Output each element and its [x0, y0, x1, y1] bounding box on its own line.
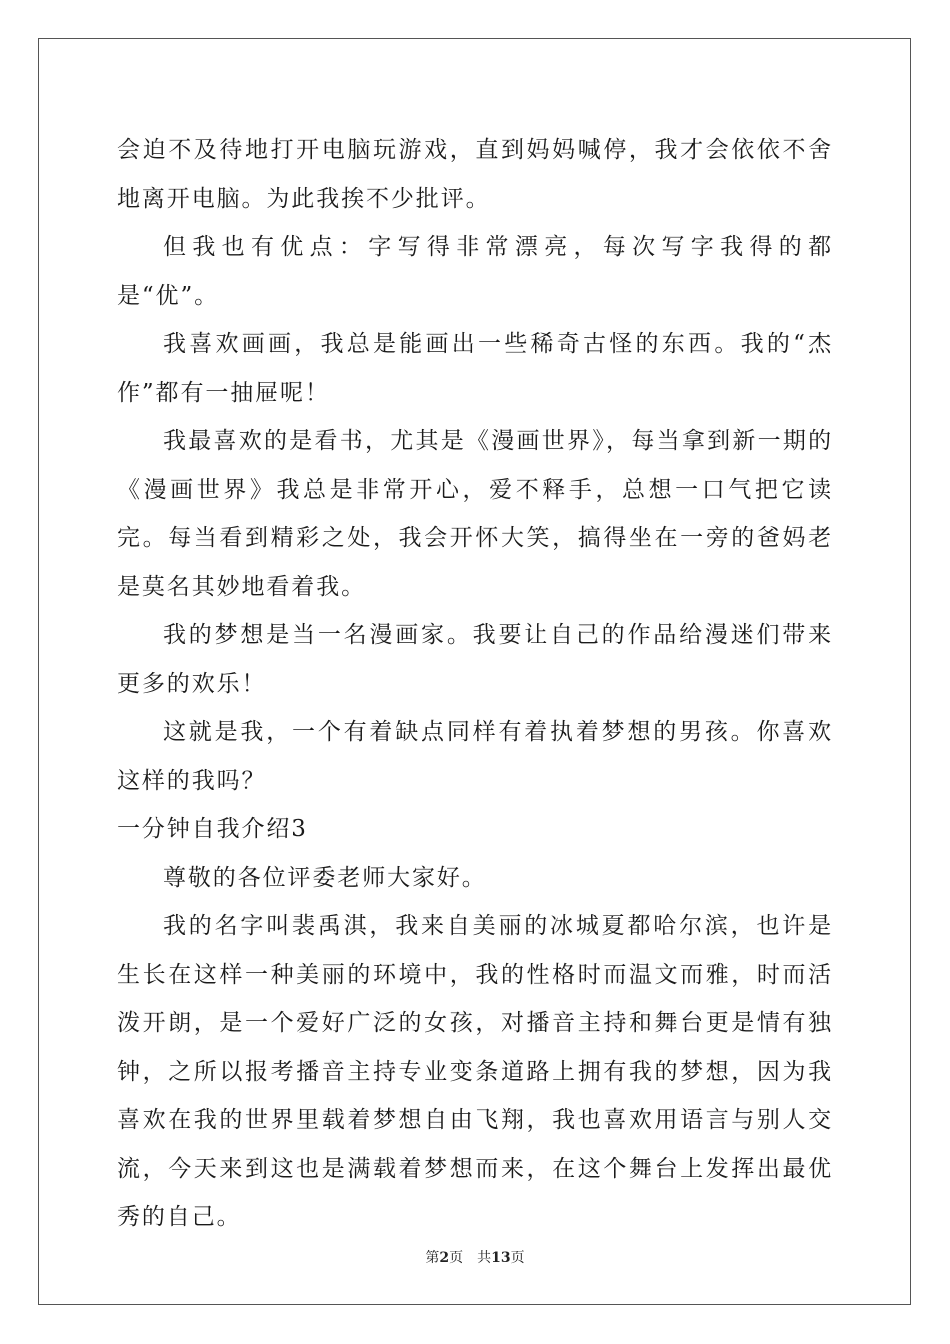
paragraph: 我的梦想是当一名漫画家。我要让自己的作品给漫迷们带来更多的欢乐！ — [117, 622, 833, 697]
page-number: 2 — [439, 1250, 450, 1266]
paragraph: 尊敬的各位评委老师大家好。 — [163, 864, 487, 891]
paragraph: 我的名字叫裴禹淇，我来自美丽的冰城夏都哈尔滨，也许是生长在这样一种美丽的环境中，我的性格时而温文而雅，时而活泼开朗，是一个爱好广泛的女孩，对播音主持和舞台更是情有独钟，之所以报考播音主持专业变条道路上拥有我的梦想，因为我喜欢在我的世界里载着梦想自由飞翔，我也喜欢用语言与别人交流，今天来到这也是满载着梦想而来，在这个舞台上发挥出最优秀的自己。 — [117, 913, 833, 1230]
document-body — [117, 126, 833, 1242]
page-suffix: 页 — [449, 1250, 464, 1266]
page-footer — [0, 1247, 950, 1267]
paragraph: 会迫不及待地打开电脑玩游戏，直到妈妈喊停，我才会依依不舍地离开电脑。为此我挨不少批评。 — [117, 137, 833, 212]
total-prefix: 共 — [477, 1250, 492, 1266]
paragraph: 我喜欢画画，我总是能画出一些稀奇古怪的东西。我的“杰作”都有一抽屉呢！ — [117, 331, 833, 406]
paragraph: 我最喜欢的是看书，尤其是《漫画世界》，每当拿到新一期的《漫画世界》我总是非常开心，爱不释手，总想一口气把它读完。每当看到精彩之处，我会开怀大笑，搞得坐在一旁的爸妈老是莫名其妙地看着我。 — [117, 428, 833, 600]
paragraph: 这就是我，一个有着缺点同样有着执着梦想的男孩。你喜欢这样的我吗？ — [117, 719, 833, 794]
total-pages: 13 — [491, 1250, 511, 1266]
section-heading: 一分钟自我介绍3 — [117, 816, 308, 842]
paragraph: 但我也有优点：字写得非常漂亮，每次写字我得的都是“优”。 — [117, 234, 833, 309]
page-prefix: 第 — [425, 1250, 440, 1266]
total-suffix: 页 — [510, 1250, 525, 1266]
